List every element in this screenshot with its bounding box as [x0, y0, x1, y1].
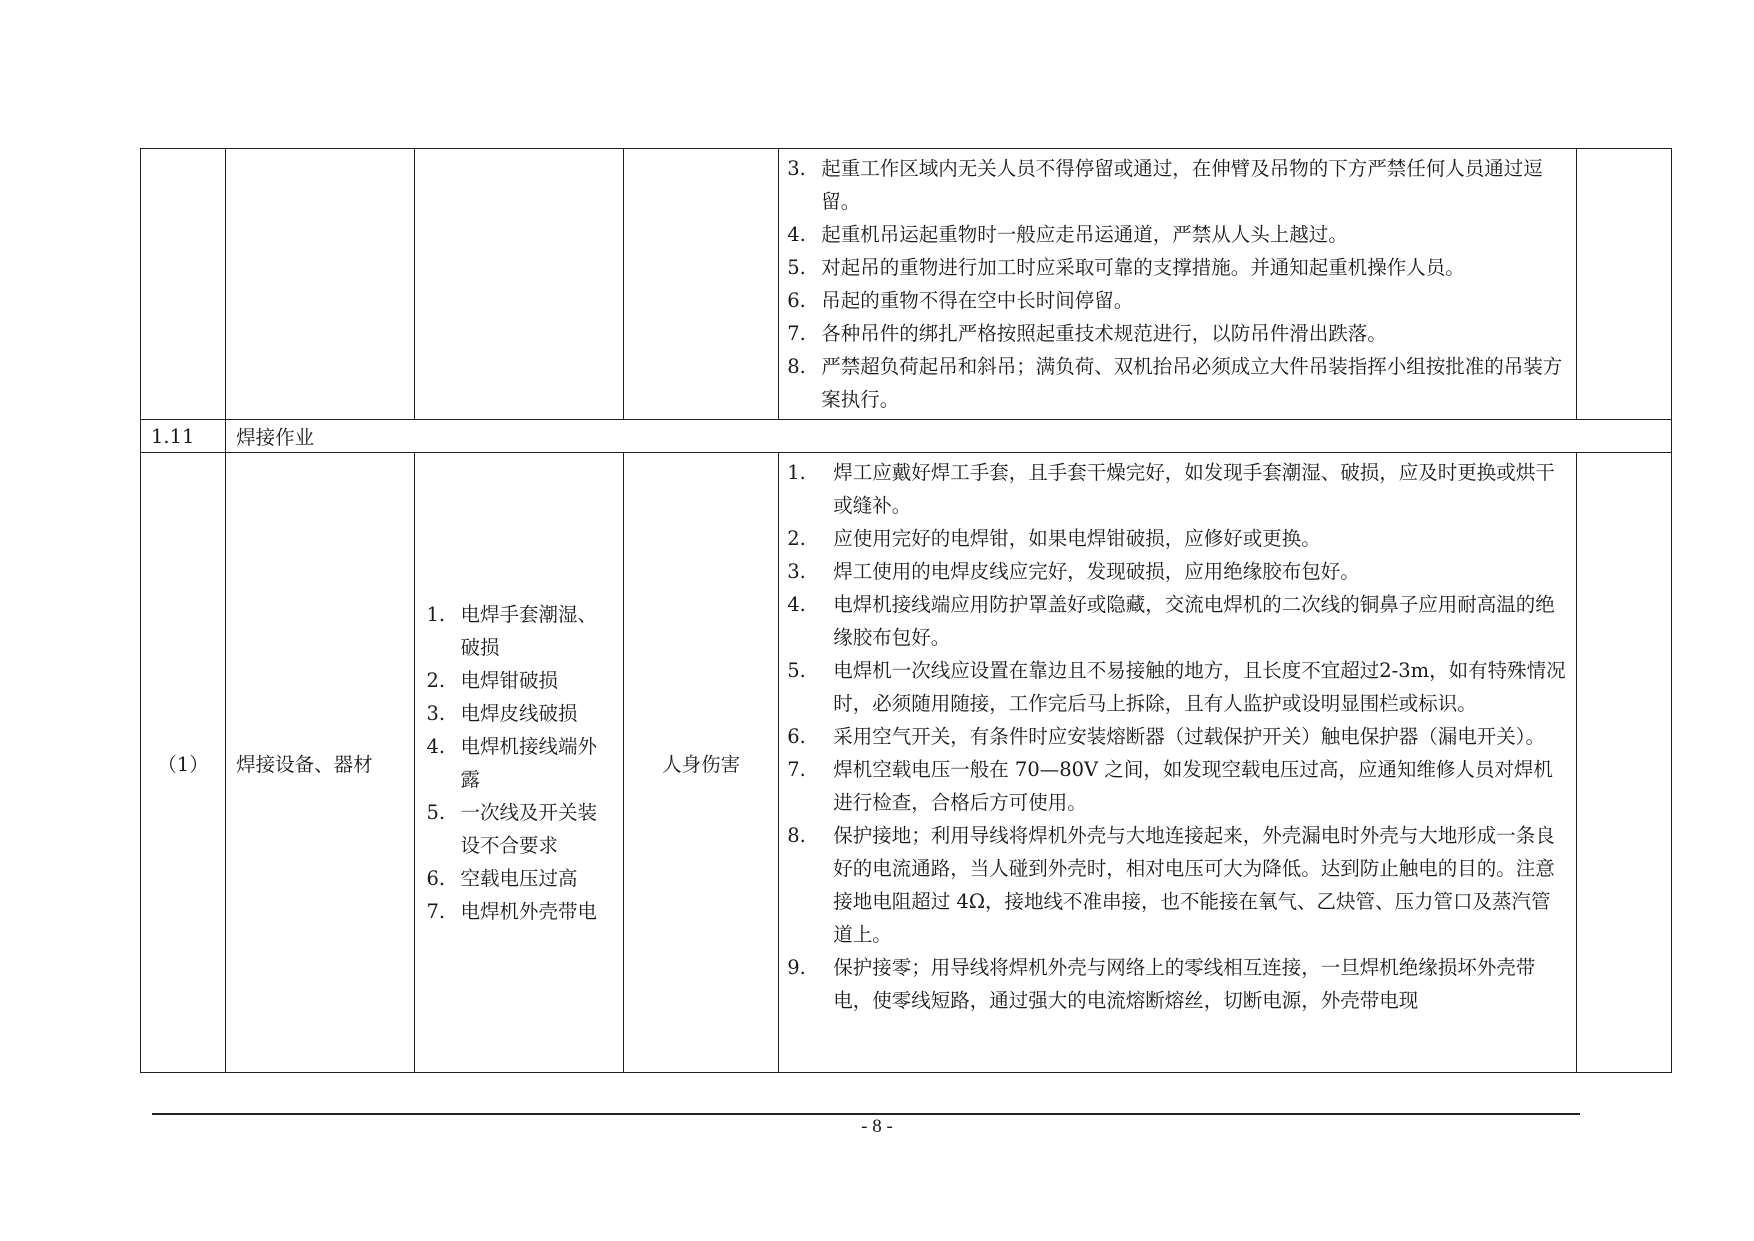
measure-item: [787, 522, 1566, 555]
measure-item-number: 4.: [787, 223, 806, 246]
measure-item-number: 8.: [787, 824, 806, 847]
measure-item-text: 起重机吊运起重物时一般应走吊运通道，严禁从人头上越过。: [821, 223, 1348, 246]
measure-item-number: 2.: [787, 527, 806, 550]
operation-cell: [226, 149, 414, 420]
hazard-item: [427, 598, 613, 664]
hazard-item-number: 3.: [426, 701, 446, 725]
measure-item-text: 严禁超负荷起吊和斜吊；满负荷、双机抬吊必须成立大件吊装指挥小组按批准的吊装方案执行。: [821, 355, 1563, 411]
measure-item: [787, 588, 1566, 654]
measure-item: [787, 251, 1566, 284]
hazard-item: [427, 730, 613, 796]
hazard-item: [427, 895, 613, 928]
hazard-cell: [414, 453, 623, 1073]
measure-item-number: 5.: [787, 659, 806, 682]
hazard-item-number: 2.: [426, 668, 446, 692]
hazard-item: [427, 664, 613, 697]
hazard-item: [427, 796, 613, 862]
measures-cell: [779, 149, 1577, 420]
measure-item-number: 6.: [787, 289, 806, 312]
measure-item: [787, 284, 1566, 317]
measure-item-number: 3.: [787, 157, 806, 180]
measure-item-number: 9.: [787, 956, 806, 979]
remarks-cell: [1576, 453, 1671, 1073]
hazard-item: [427, 697, 613, 730]
hazard-item-text: 电焊机外壳带电: [460, 899, 598, 923]
measure-item-text: 电焊机接线端应用防护罩盖好或隐藏，交流电焊机的二次线的铜鼻子应用耐高温的绝缘胶布包好。: [833, 593, 1555, 649]
item-index: （1）: [141, 453, 226, 1073]
measure-item: [787, 654, 1566, 720]
measure-item: [787, 350, 1566, 416]
measure-item: [787, 152, 1566, 218]
section-number: 1.11: [141, 420, 226, 453]
measure-item-text: 电焊机一次线应设置在靠边且不易接触的地方，且长度不宜超过2-3m，如有特殊情况时，必须随用随接，工作完后马上拆除，且有人监护或设明显围栏或标识。: [833, 659, 1566, 715]
hazard-item-text: 一次线及开关装设不合要求: [460, 800, 598, 857]
measure-item-text: 应使用完好的电焊钳，如果电焊钳破损，应修好或更换。: [833, 527, 1321, 550]
measure-item-number: 7.: [787, 322, 806, 345]
index-cell: [141, 149, 226, 420]
measure-item: [787, 218, 1566, 251]
measure-item-number: 7.: [787, 758, 806, 781]
hazard-item-text: 电焊钳破损: [460, 668, 559, 692]
measures-cell: [779, 453, 1577, 1073]
item-row: [141, 453, 1672, 1073]
measure-item: [787, 317, 1566, 350]
measure-item-text: 采用空气开关，有条件时应安装熔断器（过载保护开关）触电保护器（漏电开关）。: [833, 725, 1545, 748]
section-row: [141, 420, 1672, 453]
measure-item-text: 保护接地；利用导线将焊机外壳与大地连接起来，外壳漏电时外壳与大地形成一条良好的电流通路，当人碰到外壳时，相对电压可大为降低。达到防止触电的目的。注意接地电阻超过 4Ω，接地线不准串接，也不能接在氧气、乙炔管、压力管口及蒸汽管道上。: [833, 824, 1555, 946]
measure-item-text: 对起吊的重物进行加工时应采取可靠的支撑措施。并通知起重机操作人员。: [821, 256, 1465, 279]
measure-item-text: 焊机空载电压一般在 70—80V 之间，如发现空载电压过高，应通知维修人员对焊机进行检查，合格后方可使用。: [833, 758, 1553, 814]
section-title: 焊接作业: [226, 420, 1672, 453]
footer-rule: [152, 1113, 1580, 1115]
measure-item: [787, 720, 1566, 753]
measure-item-number: 5.: [787, 256, 806, 279]
measure-item-number: 8.: [787, 355, 806, 378]
measure-item: [787, 456, 1566, 522]
measure-item-text: 各种吊件的绑扎严格按照起重技术规范进行，以防吊件滑出跌落。: [821, 322, 1387, 345]
measure-item: [787, 555, 1566, 588]
page-number: - 8 -: [861, 1116, 893, 1137]
item-name: 焊接设备、器材: [226, 453, 414, 1073]
hazard-item-number: 1.: [426, 602, 446, 626]
measure-item-text: 保护接零；用导线将焊机外壳与网络上的零线相互连接，一旦焊机绝缘损坏外壳带电，使零线短路，通过强大的电流熔断熔丝，切断电源，外壳带电现: [833, 956, 1536, 1012]
measure-item-number: 3.: [787, 560, 806, 583]
measures-list: [779, 149, 1576, 419]
hazard-item-number: 4.: [426, 734, 446, 758]
measure-item: [787, 819, 1566, 951]
hazard-item-number: 6.: [426, 866, 446, 890]
continued-row: [141, 149, 1672, 420]
hazard-item-text: 空载电压过高: [460, 866, 578, 890]
hazard-item-number: 7.: [426, 899, 446, 923]
measure-item-text: 焊工应戴好焊工手套，且手套干燥完好，如发现手套潮湿、破损，应及时更换或烘干或缝补。: [833, 461, 1555, 517]
measure-item-number: 1.: [787, 461, 806, 484]
consequence-cell: [623, 149, 778, 420]
remarks-cell: [1576, 149, 1671, 420]
measure-item-text: 焊工使用的电焊皮线应完好，发现破损，应用绝缘胶布包好。: [833, 560, 1360, 583]
measure-item-number: 6.: [787, 725, 806, 748]
hazard-item-text: 电焊皮线破损: [460, 701, 578, 725]
hazard-item-text: 电焊机接线端外露: [460, 734, 598, 791]
consequence: 人身伤害: [623, 453, 778, 1073]
hazard-item-text: 电焊手套潮湿、破损: [460, 602, 598, 659]
measures-list: [779, 453, 1576, 1020]
measure-item-number: 4.: [787, 593, 806, 616]
hazard-item: [427, 862, 613, 895]
measure-item-text: 吊起的重物不得在空中长时间停留。: [821, 289, 1134, 312]
measure-item: [787, 753, 1566, 819]
hazard-control-table: [140, 148, 1672, 1073]
hazard-list: [415, 598, 623, 928]
hazard-item-number: 5.: [426, 800, 446, 824]
hazard-cell: [414, 149, 623, 420]
measure-item: [787, 951, 1566, 1017]
measure-item-text: 起重工作区域内无关人员不得停留或通过，在伸臂及吊物的下方严禁任何人员通过逗留。: [821, 157, 1543, 213]
